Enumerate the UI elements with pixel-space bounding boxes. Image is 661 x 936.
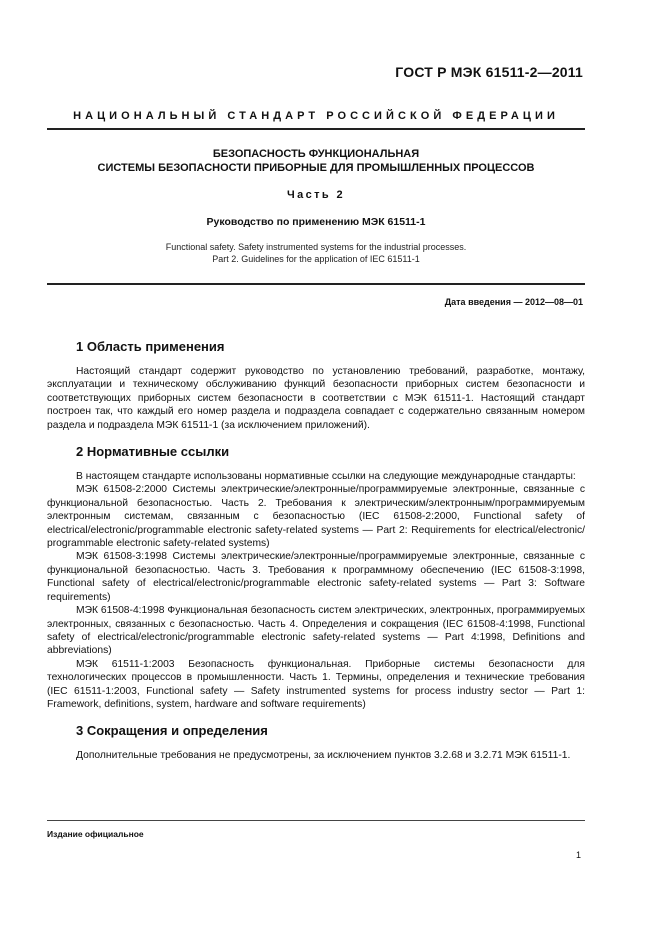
header-rule	[47, 128, 585, 130]
title-rule	[47, 283, 585, 285]
title-line-1: БЕЗОПАСНОСТЬ ФУНКЦИОНАЛЬНАЯ	[212, 148, 420, 160]
section-3-paragraph: Дополнительные требования не предусмотрены, за исключением пунктов 3.2.68 и 3.2.71 МЭК 61511-1.	[76, 750, 571, 762]
main-content	[47, 337, 585, 763]
section-2-heading: 2 Нормативные ссылки	[76, 444, 230, 460]
section-3-heading: 3 Сокращения и определения	[76, 723, 268, 739]
standard-number: ГОСТ Р МЭК 61511-2—2011	[395, 64, 583, 80]
reference-item: МЭК 61508-3:1998 Системы электрические/электронные/программируемые электронные, связанные с функциональной безопасностью. Часть 3. Требования к программному обеспечению (IEC 61508-3:1998, Functional safety of electrical/electronic/programmable electronic safety-related systems — Part 3: Software requirements)	[47, 551, 585, 603]
edition-label: Издание официальное	[47, 829, 144, 839]
section-1-paragraph: Настоящий стандарт содержит руководство по установлению требований, разработке, монтажу, эксплуатации и техническому обслуживанию функций безопасности приборных систем безопасности и соответствующих приборных систем безопасности в соответствии с МЭК 61511-1. Настоящий стандарт построен так, что каждый его номер раздела и подраздела совпадает с содержательно связанным номером раздела и подраздела МЭК 61511-1 (за исключением приложений).	[47, 366, 585, 431]
reference-item: МЭК 61508-4:1998 Функциональная безопасность систем электрических, электронных, программируемых электронных, связанных с безопасностью. Часть 4. Определения и сокращения (IEC 61508-4:1998, Functional safety of electrical/electronic/programmable electronic safety-related systems — Part 4:1998, Definitions and abbreviations)	[47, 605, 585, 657]
reference-item: МЭК 61511-1:2003 Безопасность функциональная. Приборные системы безопасности для технологических процессов в промышленности. Часть 1. Термины, определения и технические требования (IEC 61511-1:2003, Functional safety — Safety instrumented systems for process industry sector — Part 1: Framework, definitions, system, hardware and software requirements)	[47, 658, 585, 710]
section-1-heading: 1 Область применения	[76, 339, 225, 354]
footer-rule	[47, 820, 585, 821]
english-title-line-1: Functional safety. Safety instrumented systems for the industrial processes.	[165, 242, 467, 252]
subtitle: Руководство по применению МЭК 61511-1	[206, 216, 426, 228]
title-block	[47, 147, 585, 265]
section-2-paragraph: В настоящем стандарте использованы нормативные ссылки на следующие международные стандарты:	[76, 471, 576, 483]
english-title-line-2: Part 2. Guidelines for the application of IEC 61511-1	[212, 254, 420, 264]
national-standard-banner: НАЦИОНАЛЬНЫЙ СТАНДАРТ РОССИЙСКОЙ ФЕДЕРАЦИИ	[73, 110, 559, 122]
page-number: 1	[575, 850, 581, 860]
title-line-2: СИСТЕМЫ БЕЗОПАСНОСТИ ПРИБОРНЫЕ ДЛЯ ПРОМЫШЛЕННЫХ ПРОЦЕССОВ	[97, 162, 535, 174]
part-label: Часть 2	[286, 189, 346, 201]
reference-item: МЭК 61508-2:2000 Системы электрические/электронные/программируемые электронные, связанные с функциональной безопасностью. Часть 2. Требования к электрическим/электронным/программируемым электронным системам, связанным с безопасностью (IEC 61508-2:2000, Functional safety of electrical/electronic/programmable electronic safety-related systems — Part 2: Requirements for electrical/electronic/ programmable electronic safety-related systems)	[47, 484, 585, 550]
intro-date: Дата введения — 2012—08—01	[444, 297, 583, 307]
